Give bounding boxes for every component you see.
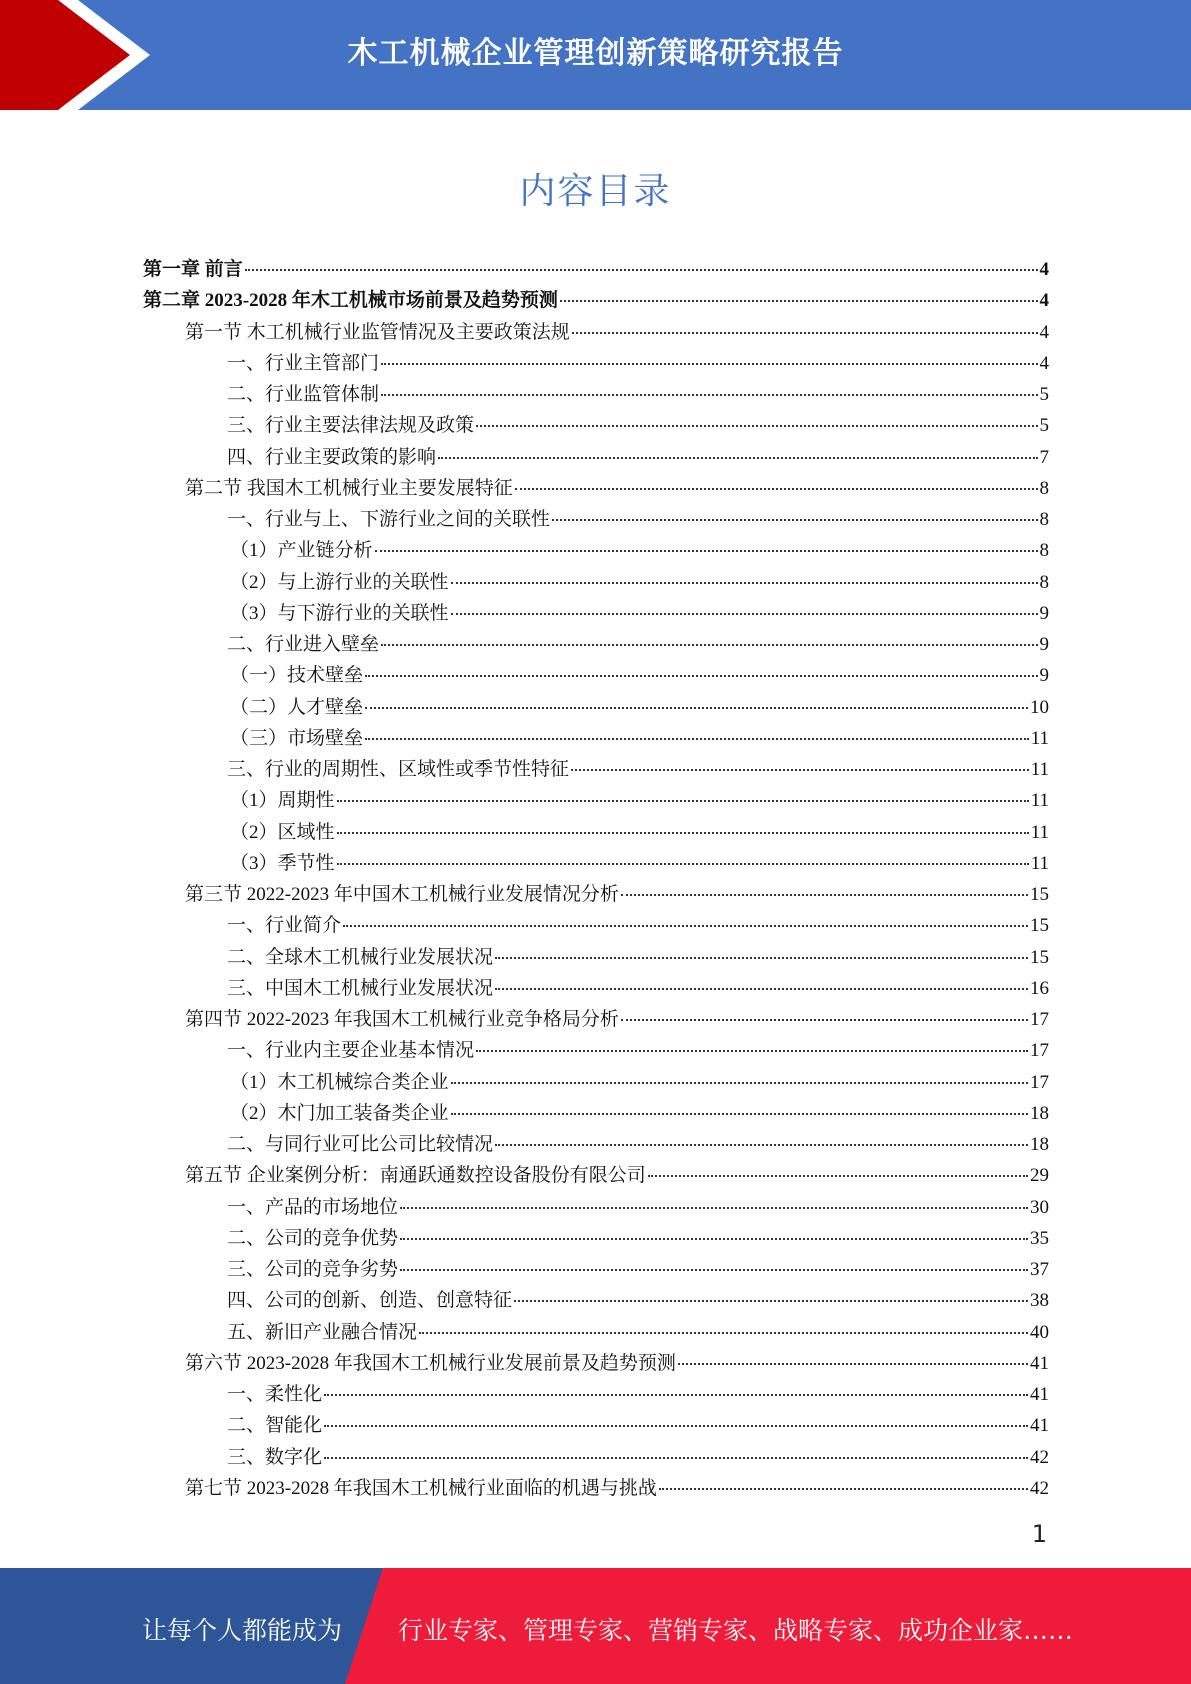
toc-entry[interactable]: [143, 1160, 1049, 1191]
toc-entry-title: 第六节 2023-2028 年我国木工机械行业发展前景及趋势预测: [185, 1352, 676, 1374]
footer-slogan-left: 让每个人都能成为: [142, 1616, 343, 1645]
toc-entry[interactable]: [143, 379, 1049, 410]
toc-heading: 内容目录: [519, 171, 672, 212]
toc-entry-title: 四、公司的创新、创造、创意特征: [227, 1290, 513, 1312]
dot-leader: [495, 1144, 1028, 1146]
toc-entry[interactable]: [143, 1348, 1049, 1379]
toc-entry-page: 17: [1030, 1009, 1049, 1030]
toc-entry[interactable]: [143, 1473, 1049, 1504]
toc-entry-title: 第一节 木工机械行业监管情况及主要政策法规: [185, 321, 570, 343]
dot-leader: [324, 1457, 1028, 1459]
toc-entry-page: 8: [1039, 540, 1049, 562]
dot-leader: [400, 1238, 1028, 1240]
toc-entry-title: 一、产品的市场地位: [227, 1196, 399, 1218]
toc-entry[interactable]: [143, 1035, 1049, 1066]
toc-entry[interactable]: [143, 317, 1049, 348]
toc-entry-page: 11: [1030, 759, 1049, 780]
toc-entry-page: 9: [1039, 602, 1049, 624]
dot-leader: [648, 1175, 1028, 1177]
toc-entry-title: （2）区域性: [230, 821, 335, 843]
toc-entry-page: 35: [1030, 1227, 1049, 1249]
toc-entry[interactable]: [143, 504, 1049, 535]
toc-entry[interactable]: [143, 410, 1049, 441]
dot-leader: [375, 550, 1038, 552]
toc-entry-page: 41: [1030, 1384, 1049, 1405]
toc-entry-page: 37: [1030, 1259, 1049, 1280]
dot-leader: [621, 894, 1028, 896]
toc-entry-page: 15: [1030, 884, 1049, 905]
toc-entry-page: 17: [1030, 1071, 1049, 1093]
toc-entry-page: 17: [1030, 1040, 1049, 1062]
dot-leader: [515, 488, 1038, 490]
toc-entry-title: 第四节 2022-2023 年我国木工机械行业竞争格局分析: [185, 1009, 619, 1030]
toc-entry-page: 30: [1030, 1196, 1049, 1218]
toc-entry[interactable]: [143, 285, 1049, 316]
dot-leader: [572, 332, 1038, 334]
page-number: 1: [1031, 1520, 1047, 1548]
toc-entry-page: 38: [1030, 1290, 1049, 1312]
toc-entry[interactable]: [143, 785, 1049, 816]
toc-entry[interactable]: [143, 1129, 1049, 1160]
toc-entry-title: （1）产业链分析: [230, 540, 373, 562]
toc-entry-title: 二、与同行业可比公司比较情况: [227, 1134, 494, 1155]
dot-leader: [419, 1332, 1028, 1334]
toc-entry-title: 二、行业监管体制: [227, 384, 380, 405]
toc-entry[interactable]: [143, 754, 1049, 785]
toc-entry-page: 5: [1039, 384, 1049, 405]
dot-leader: [365, 707, 1028, 709]
toc-entry-title: 三、公司的竞争劣势: [227, 1259, 399, 1280]
dot-leader: [381, 363, 1037, 365]
toc-entry[interactable]: [143, 879, 1049, 910]
toc-entry-title: （2）与上游行业的关联性: [230, 571, 449, 593]
toc-entry-title: （3）季节性: [230, 852, 335, 874]
toc-entry-page: 5: [1039, 415, 1049, 437]
toc-entry[interactable]: [143, 254, 1049, 285]
report-title: 木工机械企业管理创新策略研究报告: [347, 36, 844, 71]
toc-entry-page: 4: [1039, 259, 1049, 280]
dot-leader: [571, 769, 1029, 771]
toc-entry-page: 11: [1030, 821, 1049, 843]
toc-entry[interactable]: [143, 1004, 1049, 1035]
toc-entry[interactable]: [143, 817, 1049, 848]
toc-entry-title: 一、行业简介: [227, 915, 342, 937]
toc-entry-title: （1）木工机械综合类企业: [230, 1071, 449, 1093]
dot-leader: [659, 1488, 1028, 1490]
dot-leader: [438, 457, 1037, 459]
toc-entry-title: 三、行业的周期性、区域性或季节性特征: [227, 759, 570, 780]
toc-entry[interactable]: [143, 723, 1049, 754]
toc-entry-page: 40: [1030, 1321, 1049, 1343]
toc-entry-title: 一、行业与上、下游行业之间的关联性: [227, 509, 551, 530]
toc-entry[interactable]: [143, 1317, 1049, 1348]
dot-leader: [621, 1019, 1028, 1021]
toc-entry[interactable]: [143, 567, 1049, 598]
header-band: [0, 0, 1191, 110]
footer-band: [0, 1568, 1191, 1684]
toc-entry-title: 第三节 2022-2023 年中国木工机械行业发展情况分析: [185, 884, 619, 905]
toc-entry-title: 第七节 2023-2028 年我国木工机械行业面临的机遇与挑战: [185, 1477, 657, 1499]
toc-entry-title: （1）周期性: [230, 790, 335, 812]
toc-entry-title: 五、新旧产业融合情况: [227, 1321, 418, 1343]
toc-entry-title: 第一章 前言: [143, 259, 243, 280]
toc-entry-title: 第五节 企业案例分析：南通跃通数控设备股份有限公司: [185, 1165, 646, 1187]
toc-entry-page: 10: [1030, 696, 1049, 718]
toc-entry-page: 11: [1030, 790, 1049, 812]
toc-entry-page: 9: [1039, 634, 1049, 655]
dot-leader: [400, 1207, 1028, 1209]
toc-entry-page: 15: [1030, 946, 1049, 968]
dot-leader: [678, 1363, 1028, 1365]
toc-entry-page: 4: [1039, 290, 1049, 312]
toc-entry-title: （一）技术壁垒: [230, 665, 364, 687]
toc-entry-page: 42: [1030, 1477, 1049, 1499]
table-of-contents: [143, 254, 1049, 1504]
dot-leader: [476, 1050, 1028, 1052]
toc-entry-page: 16: [1030, 977, 1049, 999]
dot-leader: [381, 644, 1037, 646]
toc-entry-title: （2）木门加工装备类企业: [230, 1102, 449, 1124]
toc-entry-page: 15: [1030, 915, 1049, 937]
dot-leader: [451, 582, 1038, 584]
toc-entry-title: 第二节 我国木工机械行业主要发展特征: [185, 477, 513, 499]
toc-entry[interactable]: [143, 348, 1049, 379]
dot-leader: [560, 300, 1038, 302]
toc-entry[interactable]: [143, 1067, 1049, 1098]
toc-entry-page: 4: [1039, 352, 1049, 374]
toc-entry[interactable]: [143, 1379, 1049, 1410]
dot-leader: [365, 738, 1029, 740]
toc-entry[interactable]: [143, 1098, 1049, 1129]
dot-leader: [337, 832, 1029, 834]
toc-entry-title: 三、数字化: [227, 1446, 323, 1468]
dot-leader: [451, 1113, 1028, 1115]
toc-entry-page: 4: [1039, 321, 1049, 343]
toc-entry[interactable]: [143, 535, 1049, 566]
toc-entry[interactable]: [143, 910, 1049, 941]
toc-entry-title: 三、行业主要法律法规及政策: [227, 415, 475, 437]
toc-entry-page: 29: [1030, 1165, 1049, 1187]
toc-entry[interactable]: [143, 1254, 1049, 1285]
toc-entry-title: 二、公司的竞争优势: [227, 1227, 399, 1249]
toc-entry-page: 7: [1039, 446, 1049, 468]
toc-entry[interactable]: [143, 1442, 1049, 1473]
toc-entry[interactable]: [143, 692, 1049, 723]
toc-entry-page: 8: [1039, 509, 1049, 530]
toc-entry-title: 二、行业进入壁垒: [227, 634, 380, 655]
toc-entry-page: 42: [1030, 1446, 1049, 1468]
footer-slogan-right: 行业专家、管理专家、营销专家、战略专家、成功企业家……: [398, 1616, 1074, 1645]
toc-entry[interactable]: [143, 1223, 1049, 1254]
dot-leader: [451, 613, 1038, 615]
dot-leader: [365, 675, 1037, 677]
dot-leader: [476, 425, 1037, 427]
toc-entry-title: 四、行业主要政策的影响: [227, 446, 437, 468]
toc-entry-title: （二）人才壁垒: [230, 696, 364, 718]
dot-leader: [381, 394, 1037, 396]
dot-leader: [337, 800, 1029, 802]
dot-leader: [514, 1300, 1028, 1302]
toc-entry-title: 二、智能化: [227, 1415, 323, 1437]
dot-leader: [245, 269, 1038, 271]
dot-leader: [451, 1082, 1028, 1084]
toc-entry-title: 三、中国木工机械行业发展状况: [227, 977, 494, 999]
dot-leader: [552, 519, 1037, 521]
toc-entry[interactable]: [143, 1285, 1049, 1316]
toc-entry[interactable]: [143, 942, 1049, 973]
dot-leader: [495, 988, 1028, 990]
toc-entry-title: 一、行业内主要企业基本情况: [227, 1040, 475, 1062]
dot-leader: [343, 925, 1028, 927]
toc-entry-page: 18: [1030, 1134, 1049, 1155]
dot-leader: [495, 957, 1028, 959]
toc-entry[interactable]: [143, 629, 1049, 660]
toc-entry-page: 41: [1030, 1415, 1049, 1437]
toc-entry[interactable]: [143, 473, 1049, 504]
dot-leader: [400, 1269, 1028, 1271]
toc-entry-title: 一、行业主管部门: [227, 352, 380, 374]
toc-entry[interactable]: [143, 1192, 1049, 1223]
toc-entry-title: 一、柔性化: [227, 1384, 323, 1405]
toc-entry-page: 11: [1030, 727, 1049, 749]
toc-entry-page: 11: [1030, 852, 1049, 874]
toc-entry[interactable]: [143, 598, 1049, 629]
toc-entry[interactable]: [143, 973, 1049, 1004]
toc-entry-title: （3）与下游行业的关联性: [230, 602, 449, 624]
toc-entry-page: 41: [1030, 1352, 1049, 1374]
toc-entry[interactable]: [143, 1410, 1049, 1441]
toc-entry-page: 8: [1039, 571, 1049, 593]
toc-entry-page: 18: [1030, 1102, 1049, 1124]
dot-leader: [324, 1425, 1028, 1427]
dot-leader: [337, 863, 1029, 865]
dot-leader: [324, 1394, 1028, 1396]
toc-entry[interactable]: [143, 660, 1049, 691]
toc-entry-title: （三）市场壁垒: [230, 727, 364, 749]
toc-entry-page: 8: [1039, 477, 1049, 499]
toc-entry[interactable]: [143, 848, 1049, 879]
toc-entry-title: 二、全球木工机械行业发展状况: [227, 946, 494, 968]
toc-entry-title: 第二章 2023-2028 年木工机械市场前景及趋势预测: [143, 290, 558, 312]
toc-entry[interactable]: [143, 442, 1049, 473]
toc-entry-page: 9: [1039, 665, 1049, 687]
